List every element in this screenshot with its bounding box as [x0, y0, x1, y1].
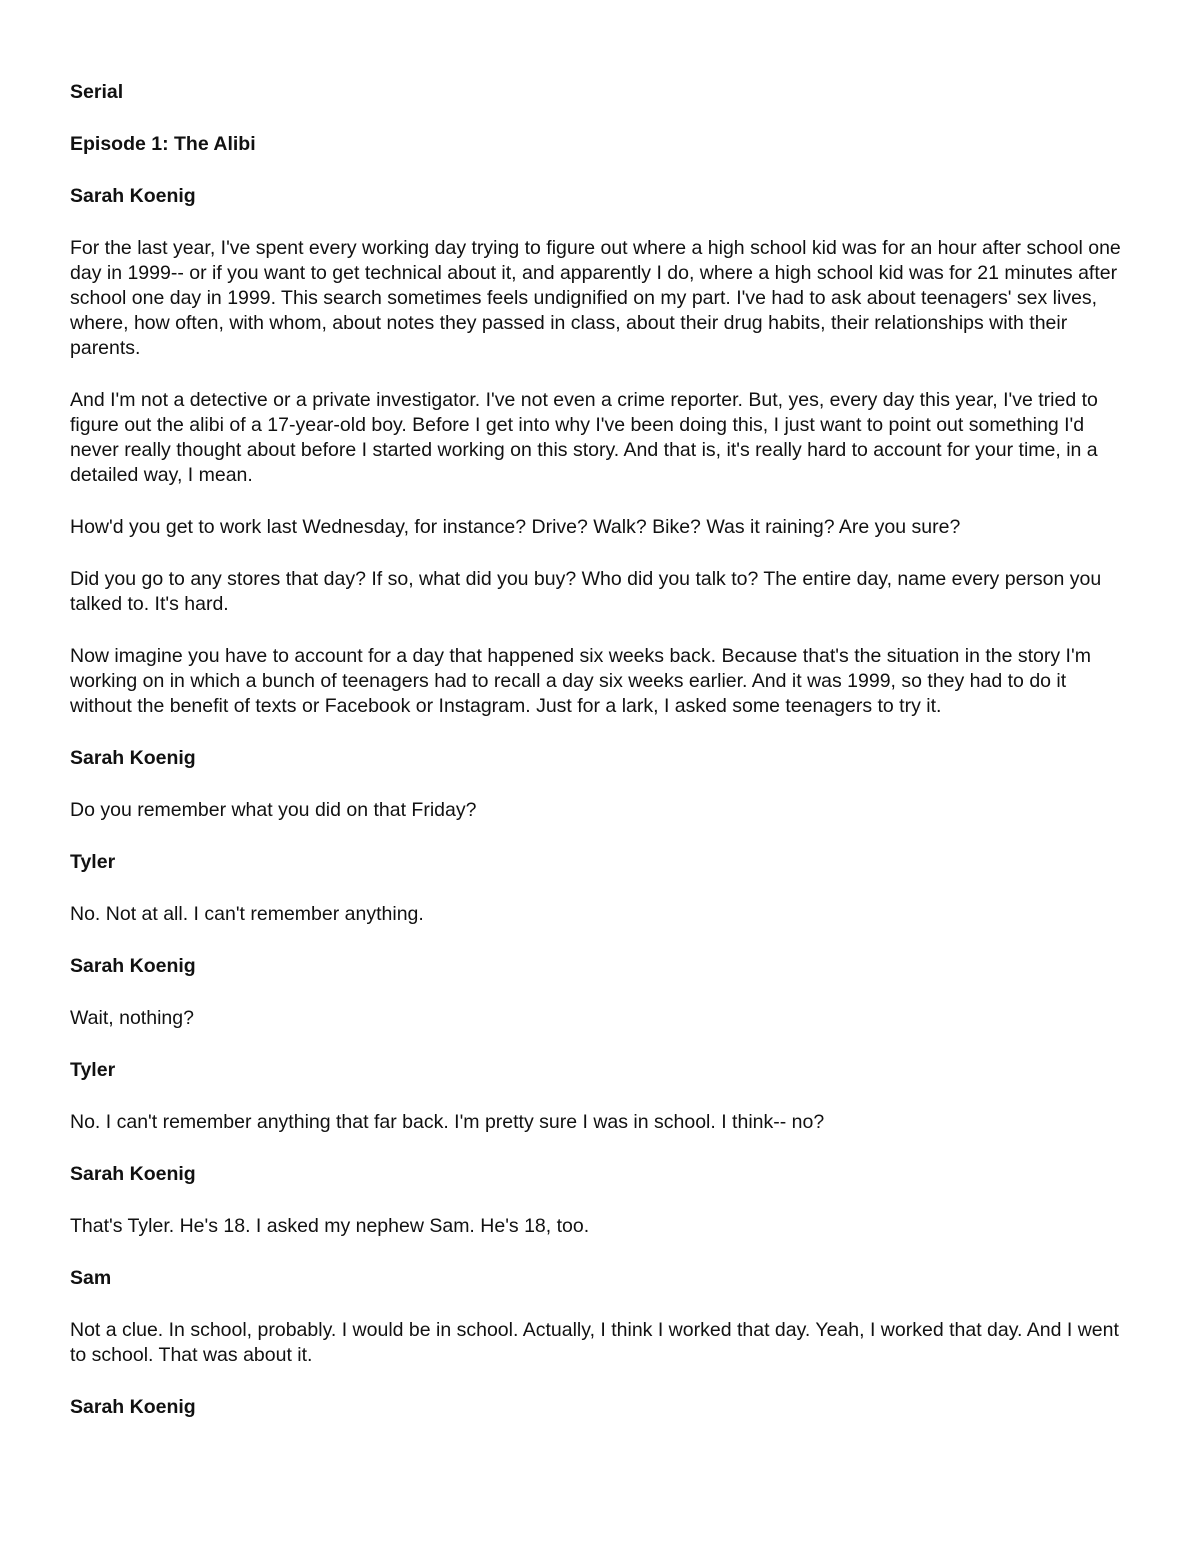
transcript-paragraph: No. Not at all. I can't remember anything. — [70, 903, 424, 925]
transcript-paragraph: How'd you get to work last Wednesday, for instance? Drive? Walk? Bike? Was it raining? Are you sure? — [70, 516, 961, 538]
document-title: Serial — [70, 81, 124, 103]
transcript-paragraph: That's Tyler. He's 18. I asked my nephew Sam. He's 18, too. — [70, 1215, 590, 1237]
transcript-paragraph: Wait, nothing? — [70, 1007, 194, 1029]
episode-title: Episode 1: The Alibi — [70, 133, 256, 155]
transcript-paragraph: Do you remember what you did on that Friday? — [70, 799, 477, 821]
speaker-label: Sam — [70, 1267, 112, 1289]
transcript-paragraph: For the last year, I've spent every working day trying to figure out where a high school kid was for an hour after school one day in 1999-- or if you want to get technical about it, and apparently I do, where a high school kid was for 21 minutes after school one day in 1999. This search sometimes feels undignified on my part. I've had to ask about teenagers' sex lives, where, how often, with whom, about notes they passed in class, about their drug habits, their relationships with their parents. — [70, 237, 1121, 359]
transcript-paragraph: Now imagine you have to account for a day that happened six weeks back. Because that's the situation in the story I'm working on in which a bunch of teenagers had to recall a day six weeks earlier. And it was 1999, so they had to do it without the benefit of texts or Facebook or Instagram. Just for a lark, I asked some teenagers to try it. — [70, 645, 1091, 717]
transcript-paragraph: Not a clue. In school, probably. I would be in school. Actually, I think I worked that day. Yeah, I worked that day. And I went to school. That was about it. — [70, 1319, 1119, 1366]
transcript-paragraph: No. I can't remember anything that far back. I'm pretty sure I was in school. I think-- no? — [70, 1111, 825, 1133]
speaker-label: Tyler — [70, 1059, 116, 1081]
transcript-page — [70, 80, 1132, 1447]
transcript-paragraph: Did you go to any stores that day? If so, what did you buy? Who did you talk to? The entire day, name every person you talked to. It's hard. — [70, 568, 1102, 615]
speaker-label: Sarah Koenig — [70, 185, 196, 207]
speaker-label: Sarah Koenig — [70, 1163, 196, 1185]
speaker-label: Sarah Koenig — [70, 1396, 196, 1418]
speaker-label: Sarah Koenig — [70, 747, 196, 769]
speaker-label: Tyler — [70, 851, 116, 873]
speaker-label: Sarah Koenig — [70, 955, 196, 977]
transcript-paragraph: And I'm not a detective or a private investigator. I've not even a crime reporter. But, yes, every day this year, I've tried to figure out the alibi of a 17-year-old boy. Before I get into why I've been doing this, I just want to point out something I'd never really thought about before I started working on this story. And that is, it's really hard to account for your time, in a detailed way, I mean. — [70, 389, 1098, 486]
